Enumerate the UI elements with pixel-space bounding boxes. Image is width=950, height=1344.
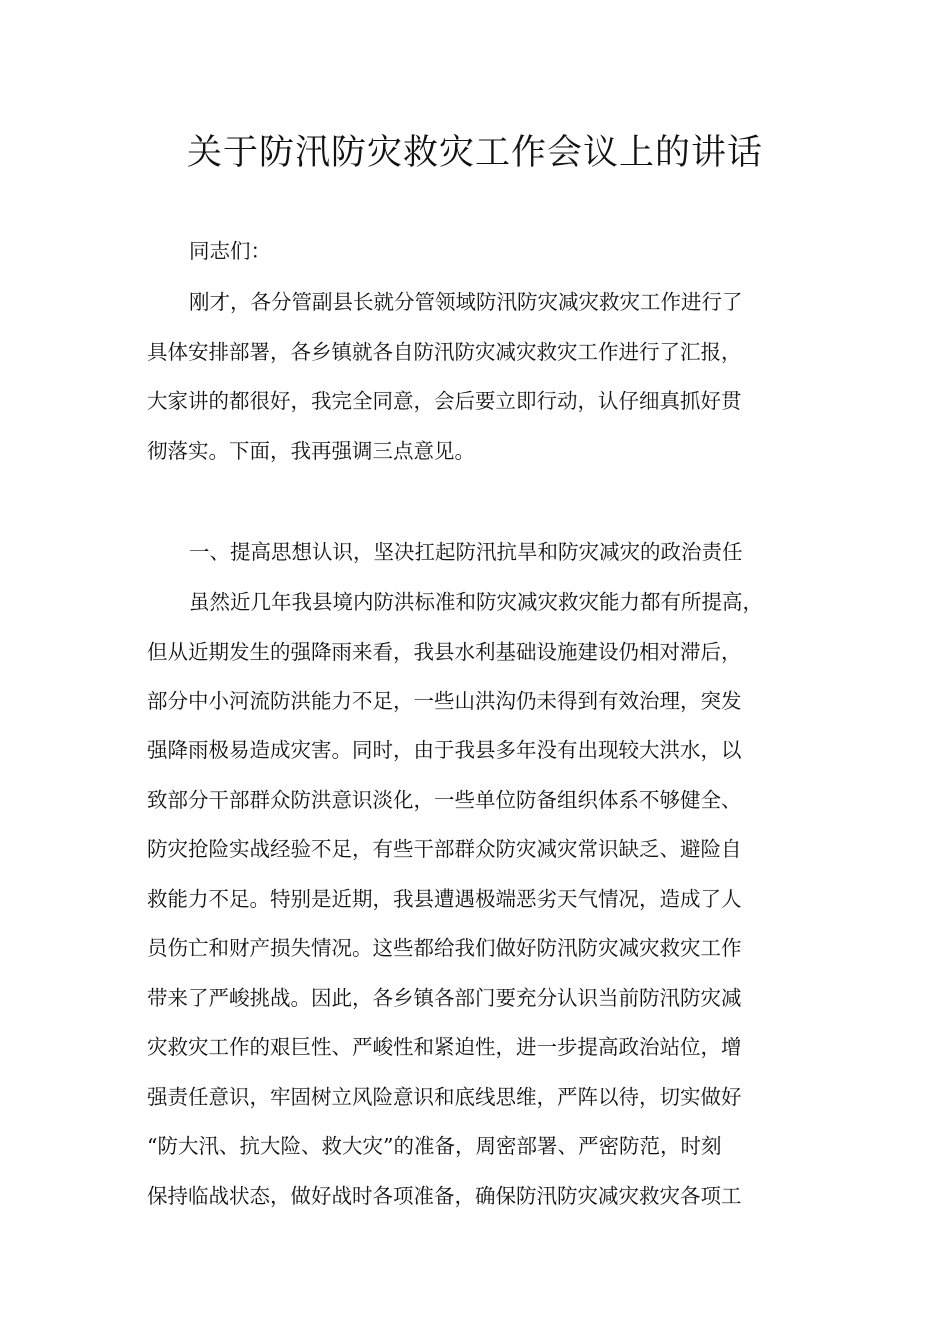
paragraph-2-line: 强降雨极易造成灾害。同时，由于我县多年没有出现较大洪水，以 (147, 738, 742, 762)
salutation: 同志们： (189, 239, 271, 263)
document-title: 关于防汛防灾救灾工作会议上的讲话 (186, 133, 763, 173)
paragraph-2-line: 保持临战状态，做好战时各项准备，确保防汛防灾减灾救灾各项工 (147, 1184, 742, 1208)
paragraph-2-line: 救能力不足。特别是近期，我县遭遇极端恶劣天气情况，造成了人 (147, 887, 742, 911)
paragraph-2-line: 但从近期发生的强降雨来看，我县水利基础设施建设仍相对滞后， (147, 640, 742, 664)
paragraph-2-line: 致部分干部群众防洪意识淡化，一些单位防备组织体系不够健全、 (147, 788, 742, 812)
paragraph-1-line: 大家讲的都很好，我完全同意，会后要立即行动，认仔细真抓好贯 (147, 389, 742, 413)
paragraph-2-line: 部分中小河流防洪能力不足，一些山洪沟仍未得到有效治理，突发 (147, 689, 742, 713)
paragraph-2-line: 防灾抢险实战经验不足，有些干部群众防灾减灾常识缺乏、避险自 (147, 837, 742, 861)
paragraph-2-line: 带来了严峻挑战。因此，各乡镇各部门要充分认识当前防汛防灾减 (147, 986, 742, 1010)
paragraph-2-line: 强责任意识，牢固树立风险意识和底线思维，严阵以待，切实做好 (147, 1085, 742, 1109)
paragraph-2-line: 员伤亡和财产损失情况。这些都给我们做好防汛防灾减灾救灾工作 (147, 936, 742, 960)
paragraph-2-line: “防大汛、抗大险、救大灾”的准备，周密部署、严密防范，时刻 (147, 1134, 722, 1158)
paragraph-2-line: 虽然近几年我县境内防洪标准和防灾减灾救灾能力都有所提高， (189, 590, 763, 614)
paragraph-1-line: 彻落实。下面，我再强调三点意见。 (147, 439, 475, 463)
paragraph-1-line: 刚才，各分管副县长就分管领域防汛防灾减灾救灾工作进行了 (189, 290, 743, 314)
paragraph-1-line: 具体安排部署，各乡镇就各自防汛防灾减灾救灾工作进行了汇报， (147, 340, 742, 364)
section-1-heading: 一、提高思想认识，坚决扛起防汛抗旱和防灾减灾的政治责任 (189, 540, 743, 564)
paragraph-2-line: 灾救灾工作的艰巨性、严峻性和紧迫性，进一步提高政治站位，增 (147, 1035, 742, 1059)
